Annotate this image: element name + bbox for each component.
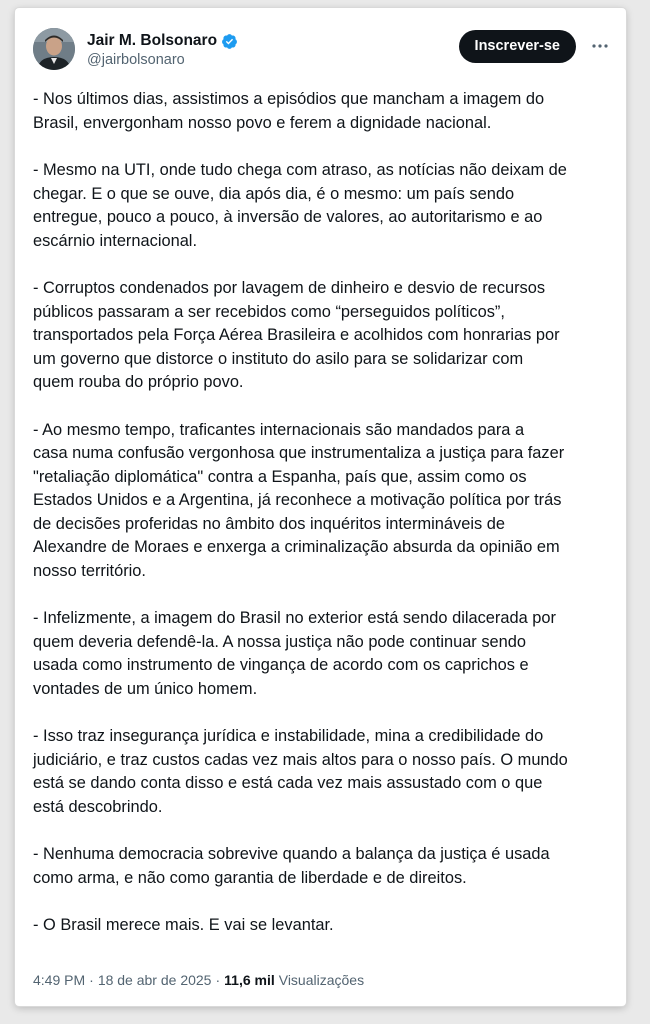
tweet-paragraph: - Corruptos condenados por lavagem de dinheiro e desvio de recursos públicos passaram a ser recebidos como “perseguidos políticos”, transportados pela Força Aérea Brasileira e acolhidos com honrarias por um governo que distorce o instituto do asilo para se solidarizar com quem rouba do próprio povo. (33, 279, 560, 391)
tweet-paragraph: - Isso traz insegurança jurídica e instabilidade, mina a credibilidade do judiciário, e traz custos cadas vez mais altos para o nosso país. O mundo está se dando conta disso e está cada vez mais assustado com o que está descobrindo. (33, 727, 568, 816)
tweet-paragraph: - Nos últimos dias, assistimos a episódios que mancham a imagem do Brasil, envergonham nosso povo e ferem a dignidade nacional. (33, 90, 545, 132)
views-count: 11,6 mil (224, 972, 275, 988)
meta-separator: · (215, 972, 221, 988)
tweet-header (33, 28, 610, 72)
follow-button[interactable]: Inscrever-se (459, 30, 576, 63)
author-name-row[interactable] (87, 32, 238, 50)
author-display-name[interactable]: Jair M. Bolsonaro (87, 32, 218, 49)
avatar[interactable] (33, 28, 75, 70)
tweet-paragraph: - Nenhuma democracia sobrevive quando a balança da justiça é usada como arma, e não como garantia de liberdade e de direitos. (33, 845, 550, 887)
tweet-meta (33, 972, 364, 988)
tweet-paragraph: - Infelizmente, a imagem do Brasil no exterior está sendo dilacerada por quem deveria defendê-la. A nossa justiça não pode continuar sendo usada como instrumento de vingança de acordo com os caprichos e vontades de um único homem. (33, 609, 556, 698)
more-options-icon[interactable] (590, 36, 610, 56)
tweet-time[interactable]: 4:49 PM (33, 972, 86, 988)
tweet-paragraph: - Ao mesmo tempo, traficantes internacionais são mandados para a casa numa confusão vergonhosa que instrumentaliza a justiça para fazer "retaliação diplomática" contra a Espanha, país que, assim como os Estados Unidos e a Argentina, já reconhece a motivação política por trás de decisões proferidas no âmbito dos inquéritos intermináveis de Alexandre de Moraes e enxerga a criminalização absurda da opinião em nosso território. (33, 420, 565, 580)
tweet-paragraph: - Mesmo na UTI, onde tudo chega com atraso, as notícias não deixam de chegar. E o que se ouve, dia após dia, é o mesmo: um país sendo entregue, pouco a pouco, à inversão de valores, ao autoritarismo e ao escárnio internacional. (33, 161, 567, 250)
author-handle[interactable]: @jairbolsonaro (87, 52, 185, 68)
meta-separator: · (89, 972, 94, 988)
author-names (87, 32, 238, 69)
avatar-image (33, 28, 75, 70)
tweet-card (15, 8, 626, 1006)
tweet-text (33, 88, 608, 962)
tweet-paragraph: - O Brasil merece mais. E vai se levantar. (33, 916, 334, 934)
verified-badge-icon (221, 33, 238, 50)
views-label: Visualizações (278, 972, 365, 988)
tweet-date[interactable]: 18 de abr de 2025 (97, 972, 212, 988)
